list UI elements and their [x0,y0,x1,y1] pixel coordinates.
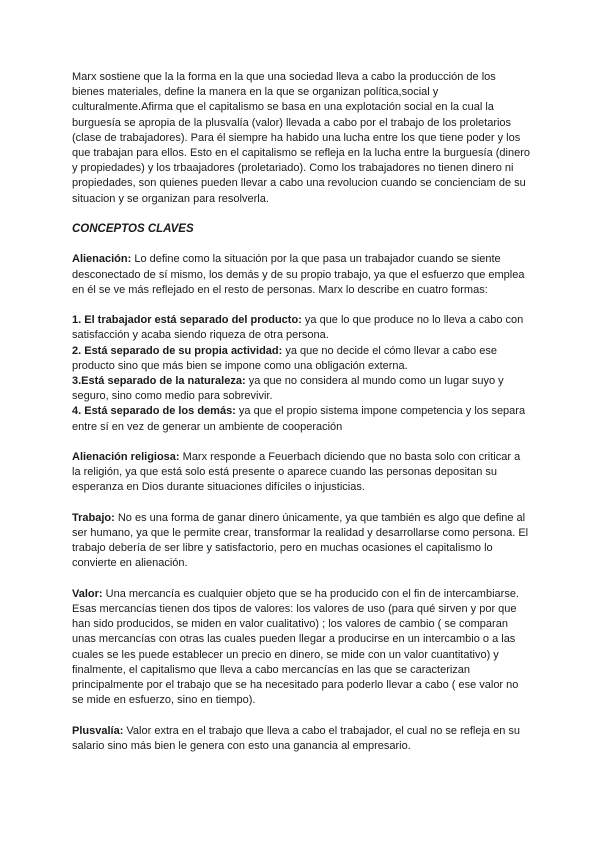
form-item-3 [72,374,530,404]
form-term-3: 3.Está separado de la naturaleza: [72,375,246,388]
form-item-4 [72,404,530,434]
trabajo-text: No es una forma de ganar dinero únicamente, ya que también es algo que define al ser humano, ya que le permite crear, transformar la realidad y desarrollarse como persona. El trabajo debería de ser libre y satisfactorio, pero en muchas ocasiones el capitalismo lo convierte en alienación. [72,511,529,570]
alienacion-text: Lo define como la situación por la que pasa un trabajador cuando se siente desconectado de sí mismo, los demás y de su propio trabajo, ya que el esfuerzo que emplea en él se ve más reflejado en el resto de personas. Marx lo describe en cuatro formas: [72,253,525,296]
form-text-3: ya que no considera al mundo como un lugar suyo y seguro, sino como medio para sobrevivir. [72,375,504,403]
plusvalia-term: Plusvalía: [72,724,124,737]
form-text-2: ya que no decide el cómo llevar a cabo ese producto sino que más bien se impone como una obligación externa. [72,344,497,372]
plusvalia-paragraph [72,724,530,754]
section-heading: CONCEPTOS CLAVES [72,223,194,236]
intro-paragraph: Marx sostiene que la la forma en la que una sociedad lleva a cabo la producción de los bienes materiales, define la manera en la que se organizan política,social y culturalmente.Afirma que el capitalismo se basa en una explotación social en la cual la burguesía se apropia de la plusvalía (valor) llevada a cabo por el trabajo de los proletarios (clase de trabajadores). Para él siempre ha habido una lucha entre los que tiene poder y los que trabajan para ellos. Esto en el capitalismo se refleja en la lucha entre la burguesía (dinero y propiedades) y los trbaajadores (proletariado). Como los trabajadores no tienen dinero ni propiedades, son quienes pueden llevar a cabo una revolucion cuando se concienciam de su situacion y se organizan para resolverla. [72,71,530,205]
form-term-2: 2. Está separado de su propia actividad: [72,344,283,357]
form-text-4: ya que el propio sistema impone competencia y los separa entre sí en vez de generar un ambiente de cooperación [72,405,526,433]
alienacion-paragraph [72,252,530,298]
form-term-1: 1. El trabajador está separado del producto: [72,314,302,327]
religiosa-term: Alienación religiosa: [72,451,180,464]
plusvalia-text: Valor extra en el trabajo que lleva a cabo el trabajador, el cual no se refleja en su salario sino más bien le genera con esto una ganancia al empresario. [72,724,521,752]
document-body [72,70,530,754]
form-term-4: 4. Está separado de los demás: [72,405,236,418]
form-text-1: ya que lo que produce no lo lleva a cabo con satisfacción y acaba siendo riqueza de otra persona. [72,314,524,342]
trabajo-term: Trabajo: [72,511,115,524]
trabajo-paragraph [72,511,530,572]
valor-text: Una mercancía es cualquier objeto que se ha producido con el fin de intercambiarse. Esas mercancías tienen dos tipos de valores: los valores de uso (para qué sirven y por que han sido producidos, se miden en valor cualitativo) ; los valores de cambio ( se comparan unas mercancías con otras las cuales pueden llegar a producirse en un intercambio o a las cuales se les puede establecer un precio en dinero, se mide con un valor cuantitativo) y finalmente, el capitalismo que lleva a cabo mercancías en las que se caracterizan principalmente por el trabajo que se ha necesitado para poderlo llevar a cabo ( ese valor no se mide en esfuerzo, sino en tiempo). [72,587,519,707]
form-item-1 [72,313,530,343]
alienacion-term: Alienación: [72,253,132,266]
religiosa-paragraph [72,450,530,496]
valor-term: Valor: [72,587,103,600]
religiosa-text: Marx responde a Feuerbach diciendo que no basta solo con criticar a la religión, ya que está solo está presente o aparece cuando las personas depositan su esperanza en Dios durante situaciones difíciles o injusticias. [72,451,521,494]
form-item-2 [72,344,530,374]
valor-paragraph [72,587,530,709]
